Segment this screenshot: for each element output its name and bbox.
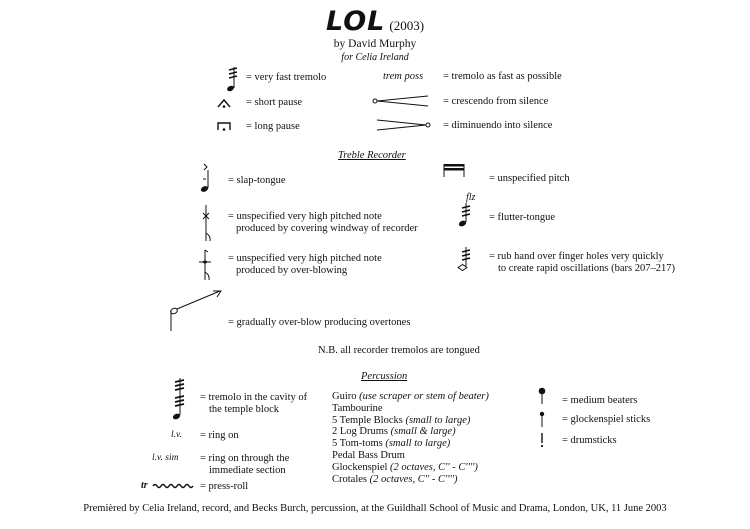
page-title: LOL: [325, 6, 386, 37]
press-roll-icon: [152, 482, 194, 490]
premiere-note: Premièred by Celia Ireland, record, and Becks Burch, percussion, at the Guildhall School of Music and Drama, London, UK, 11 June 2003: [83, 503, 667, 514]
rub-hand-icon: [456, 246, 472, 274]
recorder-nb: N.B. all recorder tremolos are tongued: [318, 345, 480, 356]
unspecified-pitch-icon: [443, 163, 465, 179]
lv-desc: = ring on: [200, 430, 239, 441]
diminuendo-icon: [374, 118, 436, 132]
windway-desc-1: = unspecified very high pitched note: [228, 211, 382, 222]
title-block: [0, 6, 750, 37]
glockenspiel-sticks-desc: = glockenspiel sticks: [562, 414, 651, 425]
lvsim-desc-1: = ring on through the: [200, 453, 290, 464]
byline: by David Murphy: [333, 38, 417, 50]
flz-label: flz: [466, 192, 476, 203]
percussion-heading: Percussion: [361, 371, 408, 382]
overblow-note-icon: [196, 248, 214, 284]
medium-beater-icon: [537, 387, 547, 405]
cavity-desc-2: the temple block: [209, 404, 279, 415]
crescendo-desc: = crescendo from silence: [443, 96, 549, 107]
title-year: (2003): [389, 18, 425, 33]
gradual-overblow-desc: = gradually over-blow producing overtones: [228, 317, 411, 328]
unspecified-pitch-desc: = unspecified pitch: [489, 173, 570, 184]
medium-beaters-desc: = medium beaters: [562, 395, 638, 406]
glockenspiel-stick-icon: [537, 410, 547, 428]
slap-tongue-icon: [198, 162, 214, 196]
instrument-item: 2 Log Drums (small & large): [332, 426, 456, 438]
windway-desc-2: produced by covering windway of recorder: [236, 223, 418, 234]
press-roll-label: tr: [141, 480, 148, 491]
lv-label: l.v.: [171, 430, 182, 440]
instrument-list: [332, 391, 489, 485]
press-roll-desc: = press-roll: [200, 481, 249, 492]
lvsim-label: l.v. sim: [152, 453, 179, 463]
windway-note-icon: [198, 203, 214, 245]
overblow-desc-2: produced by over-blowing: [236, 265, 348, 276]
instrument-item: Glockenspiel (2 octaves, C'' - C''''): [332, 461, 478, 473]
tremolo-note-icon: [225, 66, 237, 92]
instrument-item: Pedal Bass Drum: [332, 449, 405, 461]
instrument-item: Crotales (2 octaves, C'' - C''''): [332, 473, 458, 485]
flutter-tongue-icon: [456, 202, 472, 230]
instrument-item: 5 Tom-toms (small to large): [332, 438, 451, 450]
drumstick-icon: [537, 431, 547, 449]
instrument-item: 5 Temple Blocks (small to large): [332, 414, 471, 426]
instrument-item: Tambourine: [332, 402, 383, 414]
lvsim-desc-2: immediate section: [209, 465, 286, 476]
instrument-item: Guiro (use scraper or stem of beater): [332, 391, 489, 402]
rub-hand-desc-2: to create rapid oscillations (bars 207–217): [498, 263, 675, 274]
short-pause-icon: [216, 97, 232, 109]
temple-block-tremolo-icon: [170, 377, 186, 423]
long-pause-desc: = long pause: [246, 121, 300, 132]
cavity-desc-1: = tremolo in the cavity of: [200, 392, 308, 403]
long-pause-icon: [216, 120, 232, 132]
short-pause-desc: = short pause: [246, 97, 303, 108]
flutter-tongue-desc: = flutter-tongue: [489, 212, 556, 223]
overblow-desc-1: = unspecified very high pitched note: [228, 253, 382, 264]
trem-poss-label: trem poss: [383, 71, 424, 82]
tremolo-desc: = very fast tremolo: [246, 72, 327, 83]
slap-tongue-desc: = slap-tongue: [228, 175, 286, 186]
diminuendo-desc: = diminuendo into silence: [443, 120, 553, 131]
crescendo-icon: [370, 94, 432, 108]
recorder-heading: Treble Recorder: [338, 150, 406, 161]
gradual-overblow-icon: [168, 287, 228, 335]
trem-poss-desc: = tremolo as fast as possible: [443, 71, 562, 82]
rub-hand-desc-1: = rub hand over finger holes very quickly: [489, 251, 664, 262]
drumsticks-desc: = drumsticks: [562, 435, 617, 446]
dedication: for Celia Ireland: [341, 52, 409, 63]
